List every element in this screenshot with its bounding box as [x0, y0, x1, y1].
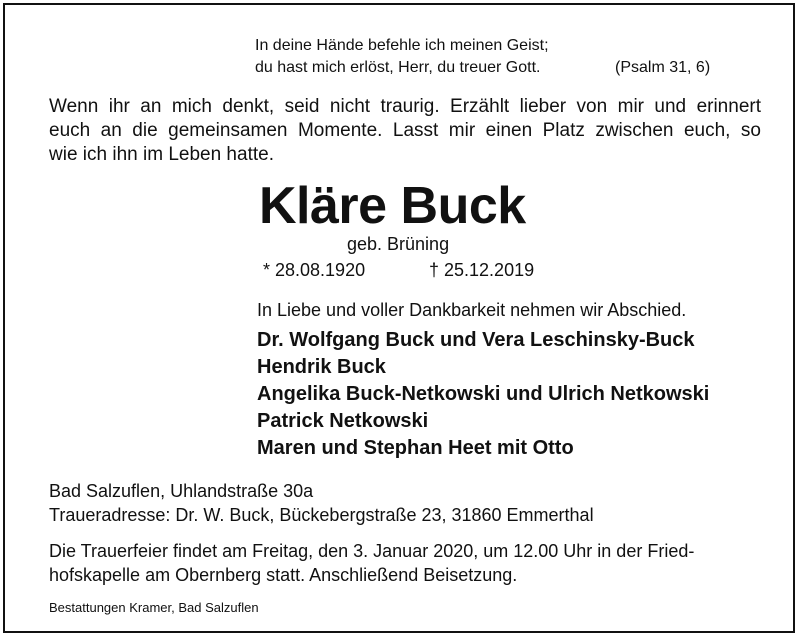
mourner-2: Hendrik Buck: [257, 356, 386, 378]
mourner-5: Maren und Stephan Heet mit Otto: [257, 437, 574, 459]
deceased-name: Kläre Buck: [259, 177, 526, 235]
address-block: [49, 479, 594, 527]
intro-line-3: wie ich ihn im Leben hatte.: [49, 144, 274, 165]
born-name: geb. Brüning: [347, 234, 450, 254]
intro-line-1: Wenn ihr an mich denkt, seid nicht traurig. Erzählt lieber von mir und erinnert: [49, 96, 761, 117]
intro-line-2: euch an die gemeinsamen Momente. Lasst mir einen Platz zwischen euch, so: [49, 120, 761, 141]
birth-date: * 28.08.1920: [263, 260, 366, 280]
psalm-quote: [255, 35, 711, 79]
psalm-line-2: du hast mich erlöst, Herr, du treuer Gott.: [255, 59, 541, 76]
mourner-1: Dr. Wolfgang Buck und Vera Leschinsky-Buck: [257, 329, 695, 351]
mourner-4: Patrick Netkowski: [257, 410, 429, 432]
psalm-reference: (Psalm 31, 6): [615, 59, 711, 76]
service-line-2: hofskapelle am Obernberg statt. Anschließend Beisetzung.: [49, 565, 518, 585]
intro-text: [49, 95, 761, 167]
residence-address: Bad Salzuflen, Uhlandstraße 30a: [49, 481, 314, 501]
service-info: [49, 539, 694, 587]
service-line-1: Die Trauerfeier findet am Freitag, den 3. Januar 2020, um 12.00 Uhr in der Fried-: [49, 541, 695, 561]
funeral-home: Bestattungen Kramer, Bad Salzuflen: [49, 600, 259, 615]
farewell-text: In Liebe und voller Dankbarkeit nehmen wir Abschied.: [257, 300, 687, 320]
mourning-address: Traueradresse: Dr. W. Buck, Bückebergstraße 23, 31860 Emmerthal: [49, 505, 594, 525]
mourner-3: Angelika Buck-Netkowski und Ulrich Netkowski: [257, 383, 710, 405]
death-date: † 25.12.2019: [429, 260, 535, 280]
obituary-frame: [3, 3, 795, 633]
mourners-list: [257, 327, 709, 462]
psalm-line-1: In deine Hände befehle ich meinen Geist;: [255, 37, 549, 54]
